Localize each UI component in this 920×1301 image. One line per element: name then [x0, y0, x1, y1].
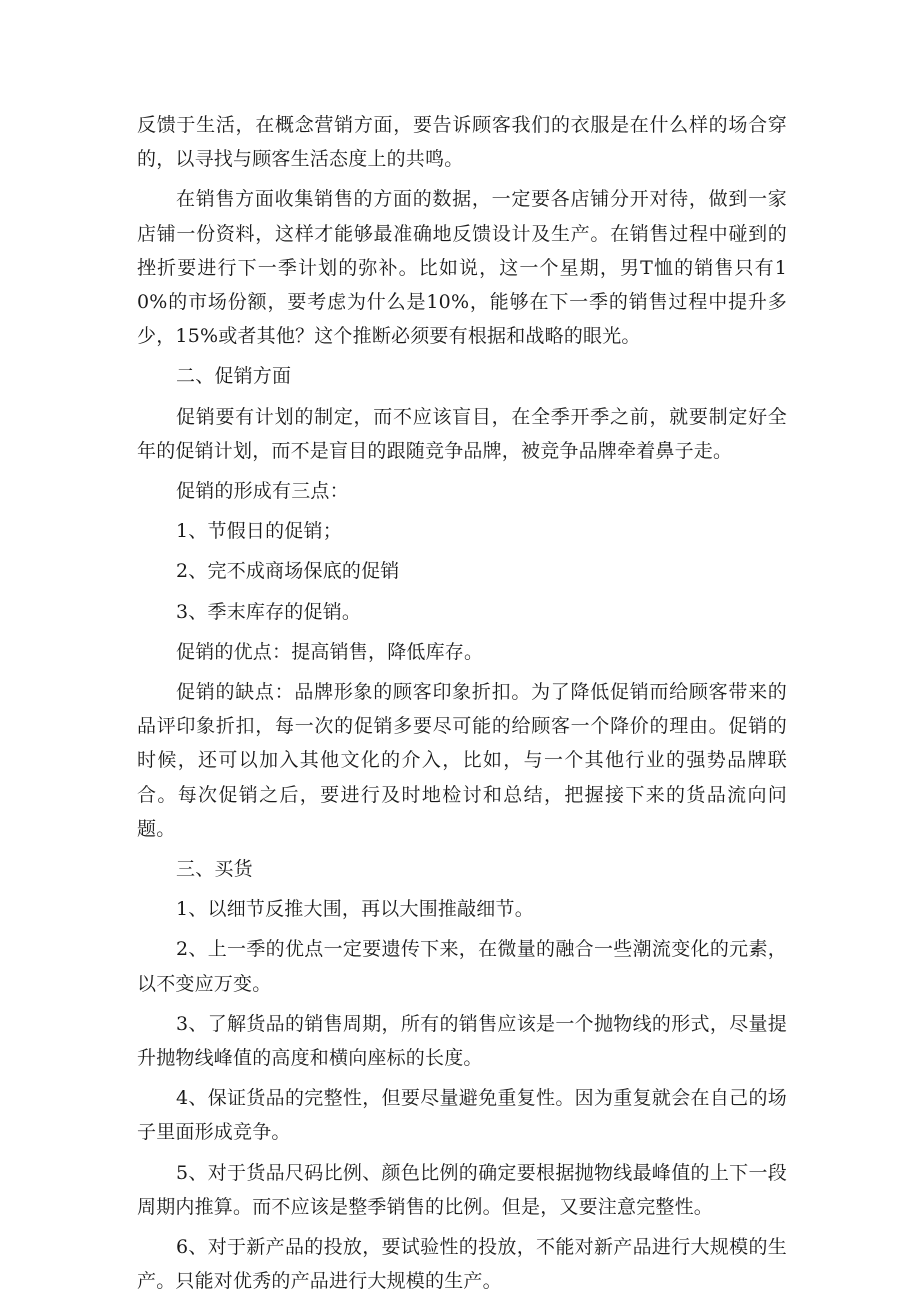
paragraph-promotion-forms: 促销的形成有三点：	[176, 480, 349, 503]
paragraph-concept-marketing: 反馈于生活，在概念营销方面，要告诉顾客我们的衣服是在什么样的场合穿的，以寻找与顾客生活态度上的共鸣。	[137, 114, 787, 171]
list-item-season-end-promotion: 3、季末库存的促销。	[176, 600, 362, 623]
list-item-buying-1: 1、以细节反推大围，再以大围推敲细节。	[176, 898, 534, 921]
paragraph-promotion-plan: 促销要有计划的制定，而不应该盲目，在全季开季之前，就要制定好全年的促销计划，而不是盲目的跟随竞争品牌，被竞争品牌牵着鼻子走。	[137, 405, 787, 462]
section-heading-buying: 三、买货	[176, 858, 253, 881]
paragraph-sales-data: 在销售方面收集销售的方面的数据，一定要各店铺分开对待，做到一家店铺一份资料，这样才能够最准确地反馈设计及生产。在销售过程中碰到的挫折要进行下一季计划的弥补。比如说，这一个星期，男T恤的销售只有10%的市场份额，要考虑为什么是10%，能够在下一季的销售过程中提升多少，15%或者其他？这个推断必须要有根据和战略的眼光。	[137, 188, 787, 348]
list-item-buying-3: 3、了解货品的销售周期，所有的销售应该是一个抛物线的形式，尽量提升抛物线峰值的高度和横向座标的长度。	[137, 1012, 787, 1070]
section-heading-promotion: 二、促销方面	[176, 365, 292, 388]
list-item-holiday-promotion: 1、节假日的促销；	[176, 520, 342, 543]
list-item-buying-5: 5、对于货品尺码比例、颜色比例的确定要根据抛物线最峰值的上下一段周期内推算。而不应该是整季销售的比例。但是，又要注意完整性。	[137, 1161, 787, 1218]
paragraph-promotion-cons: 促销的缺点：品牌形象的顾客印象折扣。为了降低促销而给顾客带来的品评印象折扣，每一次的促销多要尽可能的给顾客一个降价的理由。促销的时候，还可以加入其他文化的介入，比如，与一个其他行业的强势品牌联合。每次促销之后，要进行及时地检讨和总结，把握接下来的货品流向问题。	[137, 681, 787, 840]
list-item-buying-2: 2、上一季的优点一定要遗传下来，在微量的融合一些潮流变化的元素，以不变应万变。	[137, 938, 787, 995]
paragraph-promotion-pros: 促销的优点：提高销售，降低库存。	[176, 640, 484, 663]
list-item-buying-6: 6、对于新产品的投放，要试验性的投放，不能对新产品进行大规模的生产。只能对优秀的产品进行大规模的生产。	[137, 1236, 787, 1293]
list-item-buying-4: 4、保证货品的完整性，但要尽量避免重复性。因为重复就会在自己的场子里面形成竞争。	[137, 1087, 787, 1144]
list-item-mall-minimum-promotion: 2、完不成商场保底的促销	[176, 560, 400, 583]
